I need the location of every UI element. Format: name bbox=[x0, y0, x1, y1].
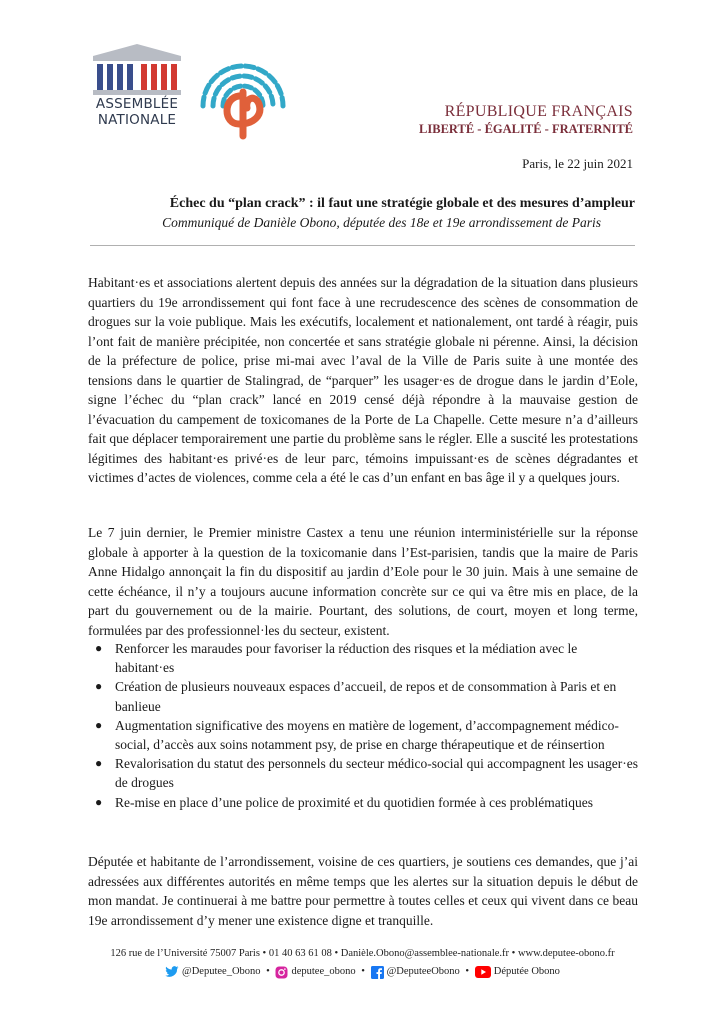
youtube-link[interactable] bbox=[475, 963, 560, 981]
paragraph-context: Le 7 juin dernier, le Premier ministre Castex a tenu une réunion interministérielle sur la réponse globale à apporter à la question de la toxicomanie dans l’Est-parisien, tandis que la maire de Paris Anne Hidalgo annonçait la fin du dispositif au jardin d’Eole pour le 30 juin. Mais à une semaine de cette échéance, il n’y a toujours aucune information concrète sur ce qui va être mis en place, de la part du gouvernement ou de la mairie. Pourtant, des solutions, de court, moyen et long terme, formulées par des professionnel·les du secteur, existent. bbox=[88, 525, 638, 638]
bullet-icon: ● bbox=[95, 794, 103, 809]
logo-line-1: ASSEMBLÉE bbox=[95, 96, 179, 112]
list-item-text: Renforcer les maraudes pour favoriser la réduction des risques et la médiation avec le habitant·es bbox=[115, 641, 578, 676]
list-item bbox=[88, 677, 638, 715]
header-divider bbox=[90, 245, 635, 246]
logo-line-2: NATIONALE bbox=[97, 112, 177, 128]
document-subtitle: Communiqué de Danièle Obono, députée des 18e et 19e arrondissement de Paris bbox=[162, 215, 601, 230]
bullet-icon: ● bbox=[95, 717, 103, 732]
assemblee-nationale-emblem-icon bbox=[87, 42, 187, 98]
document-date: Paris, le 22 juin 2021 bbox=[522, 156, 633, 171]
paragraph-intro: Habitant·es et associations alertent depuis des années sur la dégradation de la situation dans plusieurs quartiers du 19e arrondissement qui font face à une recrudescence des scènes de consommation de drogues sur la voie publique. Mais les exécutifs, localement et nationalement, ont tardé à réagir, puis l’ont fait de manière précipitée, non concertée et sans stratégie globale ni pérenne. Ainsi, la décision de la préfecture de police, prise mi-mai avec l’aval de la Ville de Paris suite à une montée des tensions dans le quartier de Stalingrad, de “parquer” les usager·es de drogue dans le jardin d’Eole, signe l’échec du “plan crack” lancé en 2019 censé déjà répondre à la mauvaise gestion de l’évacuation du campement de toxicomanes de la Porte de La Chapelle. Cette mesure n’a d’ailleurs fait que déplacer temporairement une partie du problème sans le régler. Elle a suscité les protestations légitimes des habitant·es privé·es de leur parc, témoins impuissant·es de scènes dégradantes et victimes d’actes de violences, comme cela a été le cas d’un enfant en bas âge il y a quelques jours. bbox=[88, 275, 638, 485]
facebook-icon bbox=[371, 966, 384, 979]
demands-list bbox=[88, 639, 638, 812]
twitter-handle: @Deputee_Obono bbox=[182, 966, 261, 977]
list-item bbox=[88, 639, 638, 677]
list-item bbox=[88, 793, 638, 812]
paragraph-conclusion: Députée et habitante de l’arrondissement, voisine de ces quartiers, je soutiens ces demandes, que j’ai adressées aux différentes autorités en même temps que les alertes sur la situation depuis le début de mon mandat. Je continuerai à me battre pour permettre à toutes celles et ceux qui vivent dans ce beau 19e arrondissement d’y mener une existence digne et tranquille. bbox=[88, 854, 638, 928]
instagram-icon bbox=[275, 966, 288, 979]
list-item-text: Revalorisation du statut des personnels du secteur médico-social qui accompagnent les usager·es de drogues bbox=[115, 756, 638, 791]
instagram-handle: deputee_obono bbox=[291, 966, 356, 977]
youtube-handle: Députée Obono bbox=[493, 966, 560, 977]
bullet-icon: ● bbox=[95, 641, 103, 655]
list-item bbox=[88, 716, 638, 754]
list-item-text: Création de plusieurs nouveaux espaces d’accueil, de repos et de consommation à Paris et en banlieue bbox=[115, 679, 617, 714]
assemblee-nationale-wordmark bbox=[87, 96, 187, 128]
bullet-icon: ● bbox=[95, 679, 103, 694]
youtube-icon bbox=[475, 966, 491, 978]
list-item-text: Augmentation significative des moyens en matière de logement, d’accompagnement médico-social, d’accès aux soins notamment psy, de prise en charge thérapeutique et de réinsertion bbox=[115, 717, 619, 753]
separator: • bbox=[361, 966, 365, 978]
separator: • bbox=[465, 966, 470, 978]
document-title: Échec du “plan crack” : il faut une stratégie globale et des mesures d’ampleur bbox=[169, 196, 635, 211]
france-insoumise-logo bbox=[193, 44, 293, 144]
republic-title: RÉPUBLIQUE FRANÇAIS bbox=[444, 103, 633, 120]
twitter-link[interactable] bbox=[165, 963, 260, 981]
separator: • bbox=[266, 966, 270, 978]
footer-social bbox=[0, 963, 725, 981]
facebook-link[interactable] bbox=[371, 963, 460, 981]
republic-motto: LIBERTÉ - ÉGALITÉ - FRATERNITÉ bbox=[419, 122, 633, 136]
list-item-text: Re-mise en place d’une police de proximité et du quotidien formée à ces problématiques bbox=[115, 794, 593, 810]
phi-hemicycle-icon bbox=[193, 44, 293, 144]
instagram-link[interactable] bbox=[275, 963, 355, 981]
facebook-handle: @DeputeeObono bbox=[386, 966, 460, 977]
bullet-icon: ● bbox=[95, 756, 103, 771]
twitter-icon bbox=[165, 966, 179, 978]
list-item bbox=[88, 754, 638, 792]
footer-address: 126 rue de l’Université 75007 Paris • 01 40 63 61 08 • Danièle.Obono@assemblee-nationale.fr • www.deputee-obono.fr bbox=[110, 948, 615, 959]
